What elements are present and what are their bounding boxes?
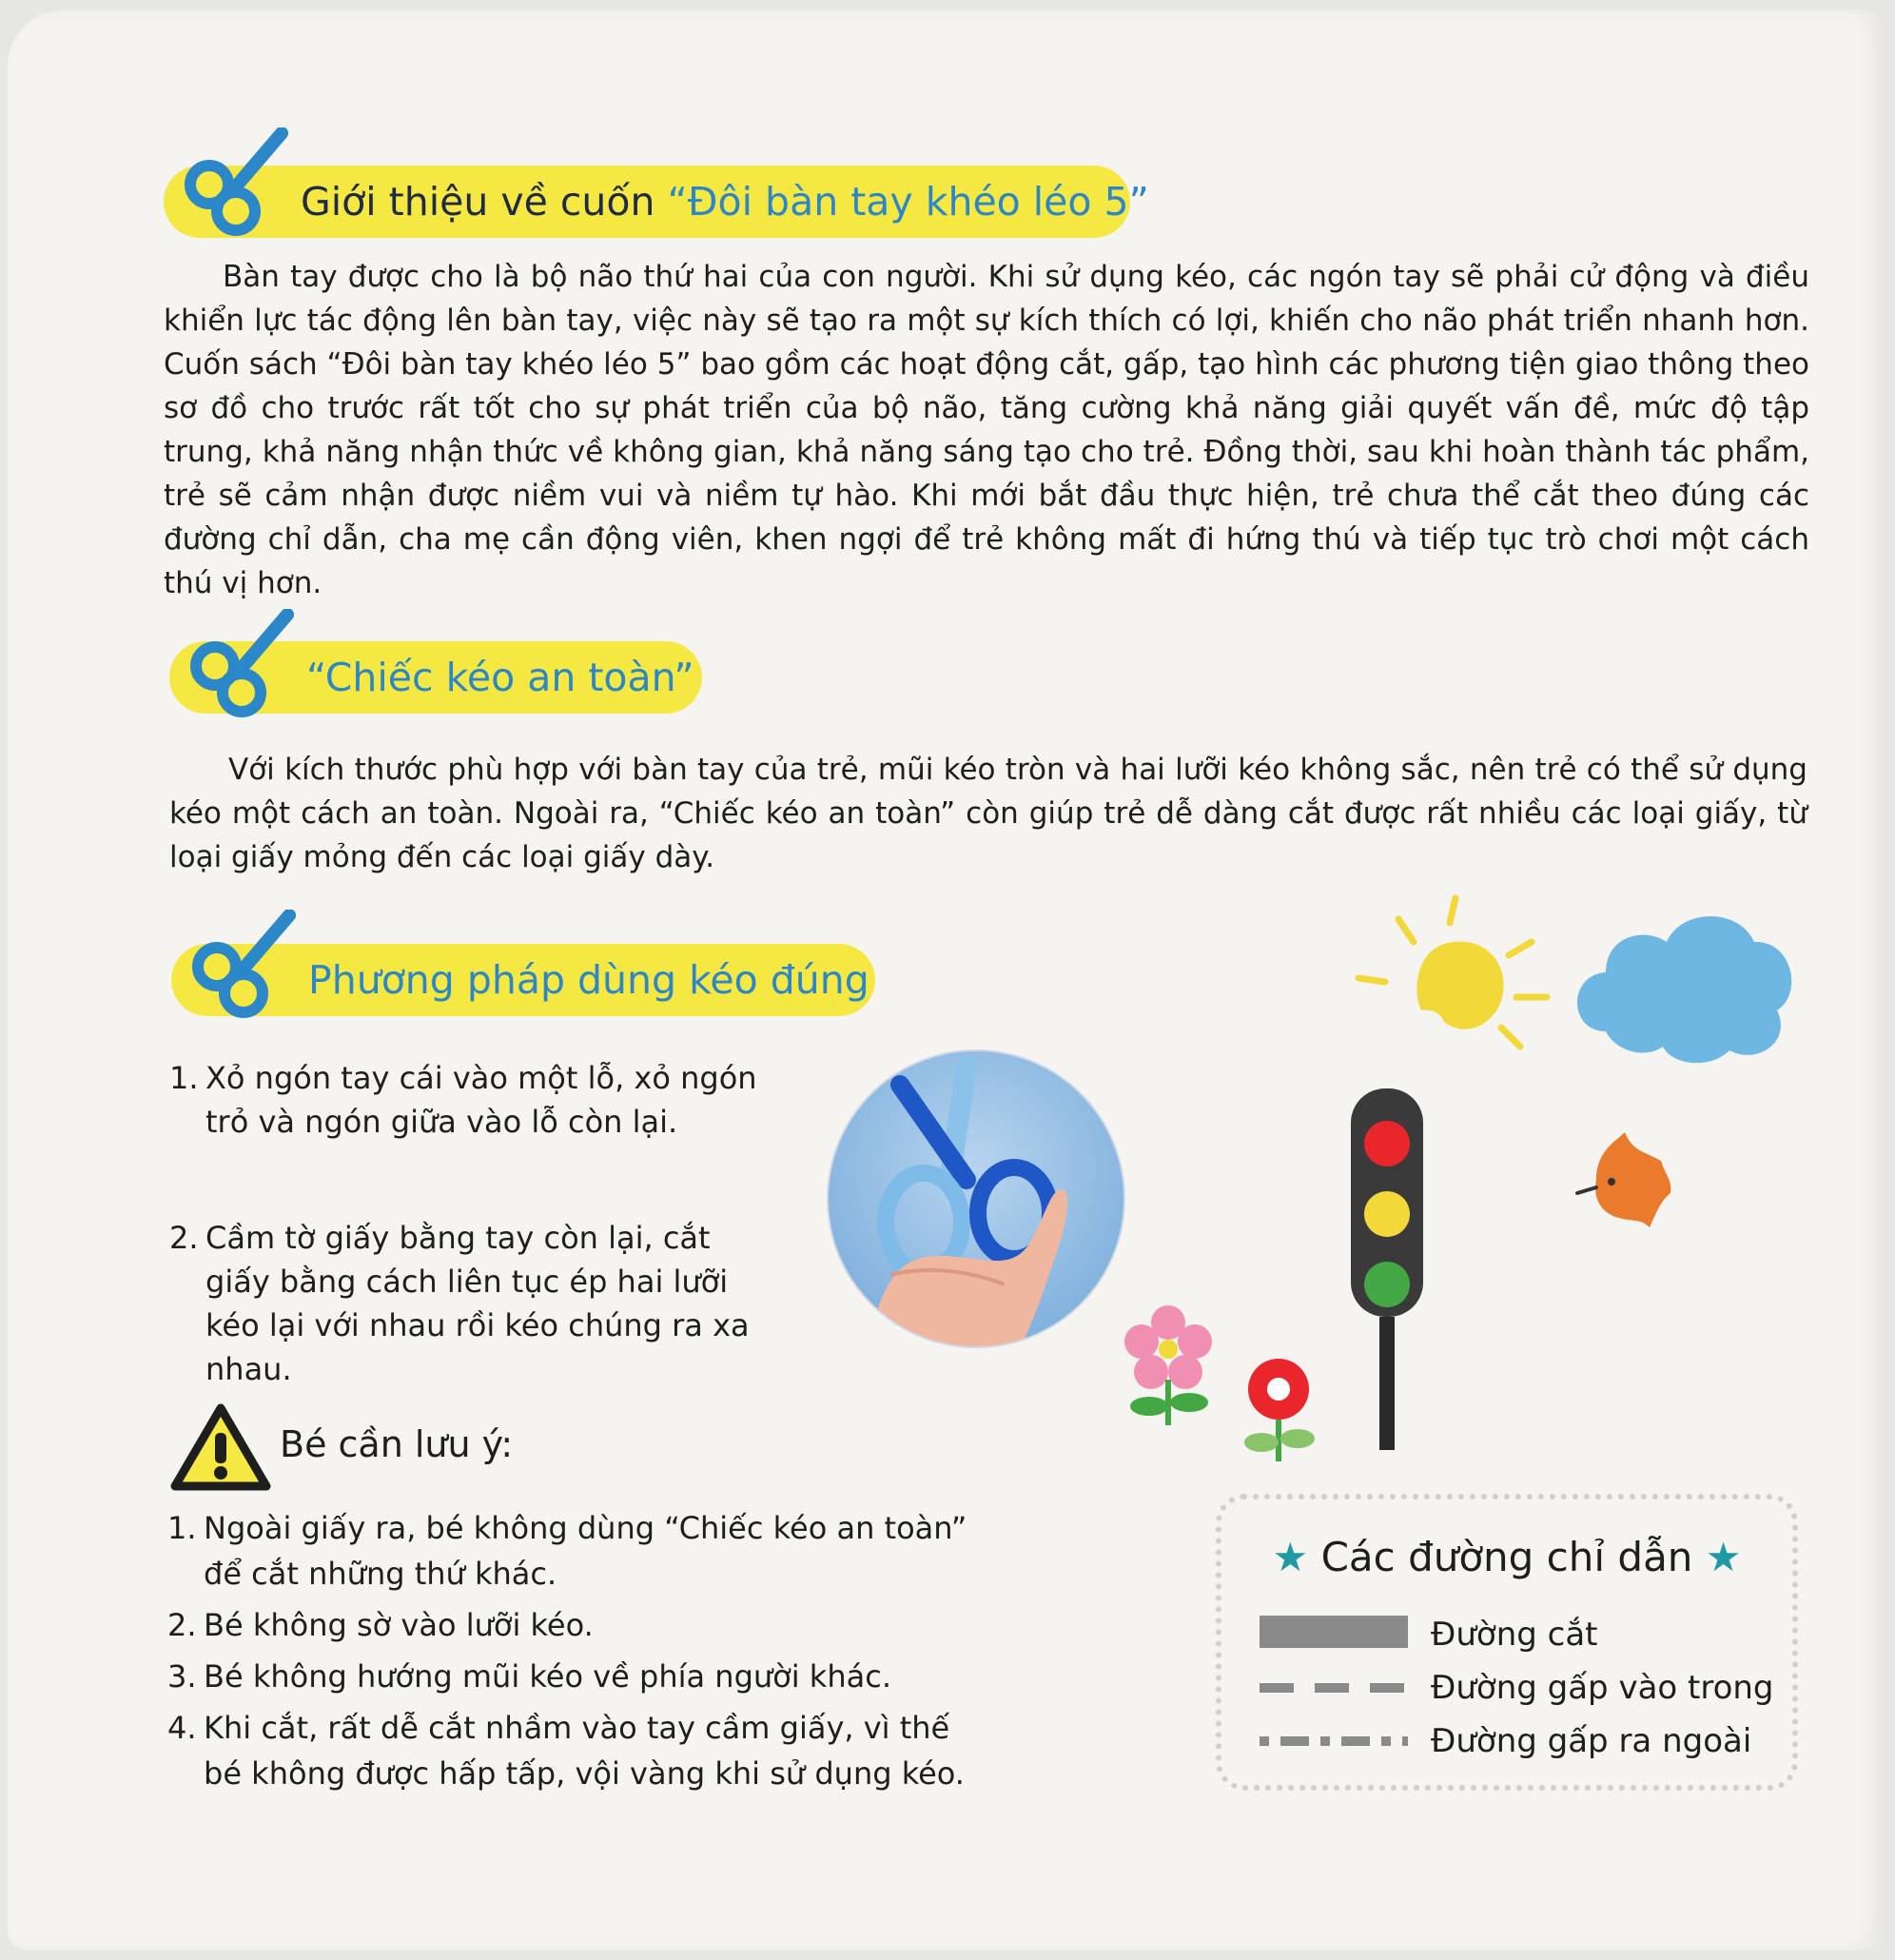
star-icon: ★ [1272, 1534, 1309, 1580]
heading-correct-method-title: Phương pháp dùng kéo đúng [308, 957, 869, 1003]
scissors-icon [181, 609, 295, 723]
legend-title-text: Các đường chỉ dẫn [1320, 1534, 1693, 1580]
guide-lines-legend [1216, 1494, 1798, 1791]
star-icon: ★ [1705, 1534, 1742, 1580]
legend-item-fold-out-line [1260, 1722, 1792, 1770]
warning-rule-4 [167, 1705, 986, 1796]
legend-title [1221, 1534, 1792, 1580]
rule-number: 1. [167, 1510, 197, 1546]
hand-holding-scissors-photo [824, 1047, 1128, 1351]
red-flower-illustration [1235, 1351, 1320, 1465]
heading-intro-prefix: Giới thiệu về cuốn [301, 179, 668, 225]
method-step-2 [169, 1216, 778, 1391]
step-number: 2. [169, 1220, 199, 1256]
legend-item-cut-line [1260, 1616, 1792, 1663]
heading-intro-book-title: “Đôi bàn tay khéo léo 5” [667, 179, 1149, 225]
rule-number: 4. [167, 1710, 197, 1746]
step-text: Xỏ ngón tay cái vào một lỗ, xỏ ngón trỏ và ngón giữa vào lỗ còn lại. [205, 1060, 757, 1140]
safe-scissors-paragraph: Với kích thước phù hợp với bàn tay của trẻ, mũi kéo tròn và hai lưỡi kéo không sắc, nên trẻ có thể sử dụng kéo một cách an toàn. Ngoài ra, “Chiếc kéo an toàn” còn giúp trẻ dễ dàng cắt được rất nhiều các loại giấy, từ loại giấy mỏng đến các loại giấy dày. [169, 753, 1807, 874]
warning-rule-2 [167, 1602, 986, 1648]
dash-dot-line-swatch [1260, 1735, 1408, 1747]
legend-item-fold-in-line [1260, 1669, 1792, 1716]
step-text: Cầm tờ giấy bằng tay còn lại, cắt giấy bằng cách liên tục ép hai lưỡi kéo lại với nhau rồi kéo chúng ra xa nhau. [205, 1220, 750, 1387]
dashed-line-swatch [1260, 1682, 1408, 1694]
rule-number: 2. [167, 1607, 197, 1643]
warning-triangle-icon [169, 1402, 272, 1494]
rule-number: 3. [167, 1658, 197, 1695]
legend-label: Đường gấp vào trong [1431, 1669, 1774, 1707]
sun-illustration [1349, 885, 1558, 1066]
intro-paragraph: Bàn tay được cho là bộ não thứ hai của con người. Khi sử dụng kéo, các ngón tay sẽ phải cử động và điều khiển lực tác động lên bàn tay, việc này sẽ tạo ra một sự kích thích có lợi, khiến cho não phát triển nhanh hơn. Cuốn sách “Đôi bàn tay khéo léo 5” bao gồm các hoạt động cắt, gấp, tạo hình các phương tiện giao thông theo sơ đồ cho trước rất tốt cho sự phát triển của bộ não, tăng cường khả năng giải quyết vấn đề, mức độ tập trung, khả năng nhận thức về không gian, khả năng sáng tạo cho trẻ. Đồng thời, sau khi hoàn thành tác phẩm, trẻ sẽ cảm nhận được niềm vui và niềm tự hào. Khi mới bắt đầu thực hiện, trẻ chưa thể cắt theo đúng các đường chỉ dẫn, cha mẹ cần động viên, khen ngợi để trẻ không mất đi hứng thú và tiếp tục trò chơi một cách thú vị hơn. [164, 260, 1809, 600]
solid-line-swatch [1260, 1616, 1408, 1648]
scissors-icon [183, 910, 297, 1024]
traffic-light-illustration [1339, 1085, 1435, 1456]
method-step-1 [169, 1056, 778, 1144]
pink-flower-illustration [1121, 1303, 1216, 1427]
legend-label: Đường cắt [1431, 1616, 1598, 1654]
scissors-icon [175, 127, 289, 242]
warning-rule-1 [167, 1505, 986, 1597]
section-heading-introduction [164, 166, 1149, 238]
heading-safe-scissors-title: “Chiếc kéo an toàn” [306, 655, 694, 700]
warning-title: Bé cần lưu ý: [280, 1423, 514, 1465]
rule-text: Bé không hướng mũi kéo về phía người khác. [204, 1658, 891, 1695]
legend-label: Đường gấp ra ngoài [1431, 1722, 1752, 1760]
bird-illustration [1558, 1123, 1682, 1237]
rule-text: Khi cắt, rất dễ cắt nhầm vào tay cầm giấy, vì thế bé không được hấp tấp, vội vàng khi sử dụng kéo. [204, 1710, 965, 1792]
cloud-illustration [1568, 898, 1806, 1069]
step-number: 1. [169, 1060, 199, 1096]
rule-text: Ngoài giấy ra, bé không dùng “Chiếc kéo an toàn” để cắt những thứ khác. [204, 1510, 967, 1592]
rule-text: Bé không sờ vào lưỡi kéo. [204, 1607, 594, 1643]
book-page [8, 10, 1884, 1950]
warning-rule-3 [167, 1654, 986, 1699]
